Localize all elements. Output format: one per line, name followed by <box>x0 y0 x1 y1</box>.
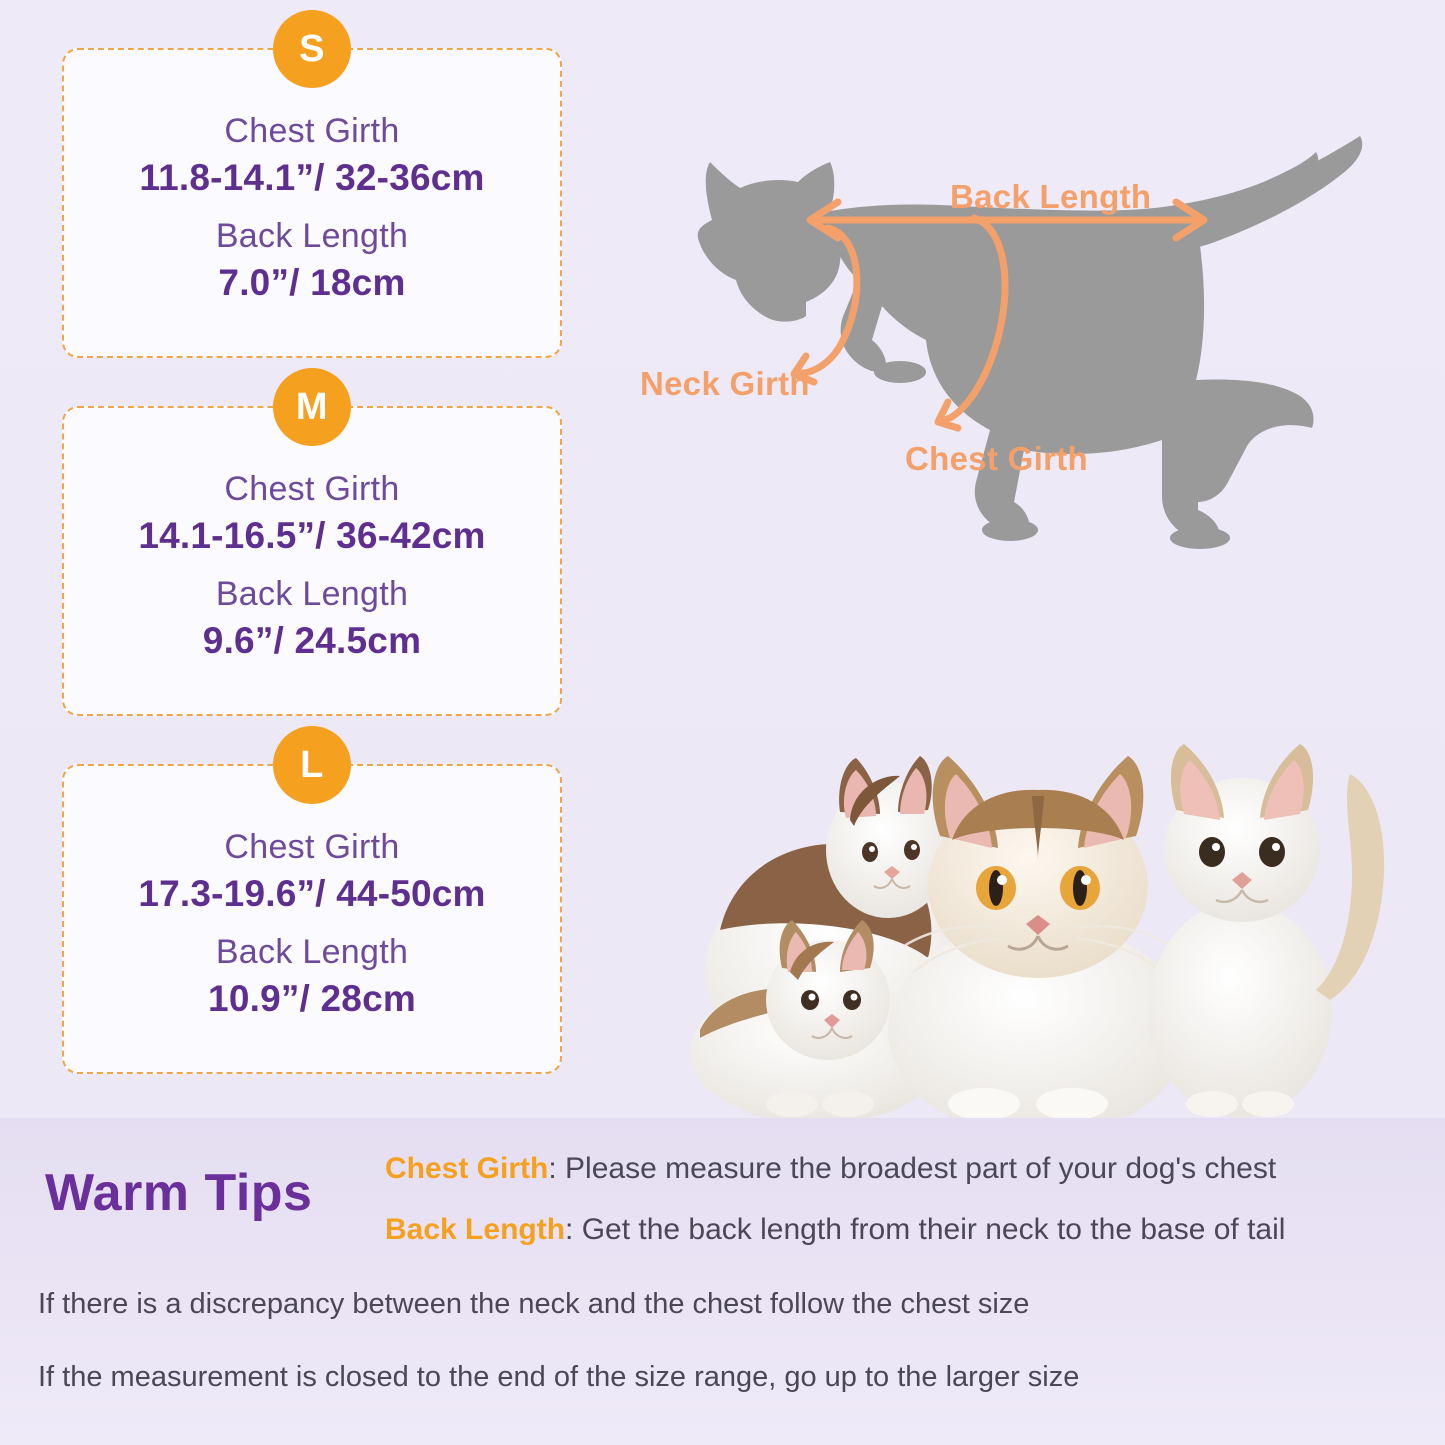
chest-girth-measure-label: Chest Girth <box>905 440 1088 477</box>
tip-note-1: If there is a discrepancy between the neck and the chest follow the chest size <box>38 1288 1030 1320</box>
tip-back-length-text: : Get the back length from their neck to the base of tail <box>565 1213 1286 1246</box>
size-card-l <box>62 744 562 1074</box>
tip-note-2: If the measurement is closed to the end of the size range, go up to the larger size <box>38 1361 1080 1393</box>
warm-tips-title: Warm Tips <box>45 1164 313 1222</box>
measurement-diagram <box>600 110 1400 630</box>
cats-photo-illustration <box>640 700 1430 1120</box>
cat-right <box>1148 744 1384 1118</box>
cats-photo <box>640 700 1430 1120</box>
size-card-s <box>62 28 562 358</box>
chest-girth-label-m: Chest Girth <box>224 470 400 508</box>
back-length-value-l: 10.9”/ 28cm <box>208 978 416 1019</box>
back-length-label-s: Back Length <box>215 217 409 255</box>
chest-girth-label-s: Chest Girth <box>224 112 400 150</box>
chest-girth-value-l: 17.3-19.6”/ 44-50cm <box>138 873 486 914</box>
chest-girth-value-m: 14.1-16.5”/ 36-42cm <box>138 515 486 556</box>
tip-back-length <box>385 1213 1285 1247</box>
size-badge-l: L <box>273 726 351 804</box>
back-length-value-s: 7.0”/ 18cm <box>218 262 406 303</box>
back-length-measure-label: Back Length <box>950 178 1152 215</box>
size-badge-s: S <box>273 10 351 88</box>
tip-chest-girth-key: Chest Girth <box>385 1152 549 1185</box>
neck-girth-measure-label: Neck Girth <box>640 365 810 402</box>
size-card-m <box>62 386 562 716</box>
tip-back-length-key: Back Length <box>385 1213 566 1246</box>
tip-chest-girth-text: : Please measure the broadest part of your dog's chest <box>548 1152 1277 1185</box>
back-length-label-l: Back Length <box>215 933 409 971</box>
tip-chest-girth <box>385 1152 1276 1186</box>
chest-girth-value-s: 11.8-14.1”/ 32-36cm <box>139 157 485 198</box>
back-length-value-m: 9.6”/ 24.5cm <box>202 620 422 661</box>
chest-girth-label-l: Chest Girth <box>224 828 400 866</box>
warm-tips-panel <box>0 1118 1445 1445</box>
size-card-list <box>62 28 562 1122</box>
back-length-label-m: Back Length <box>215 575 409 613</box>
size-badge-m: M <box>273 368 351 446</box>
